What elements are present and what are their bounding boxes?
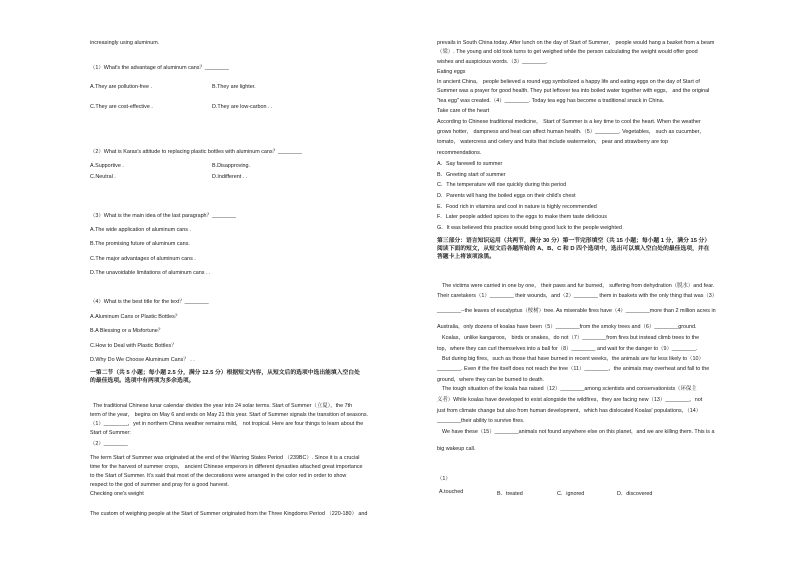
- part3-heading-line: 第三部分：语言知识运用（共两节，满分 30 分）第一节完形填空（共 15 小题；每小题 1 分，满分 15 分）: [437, 238, 711, 244]
- option-a[interactable]: A.The wide application of aluminum cans .: [90, 227, 191, 233]
- option-d[interactable]: D.Indifferent . .: [212, 174, 248, 180]
- cloze-question-number: （1）: [437, 476, 451, 482]
- cloze-line: But during big fires，such as those that have burned in recent weeks，the animals are far less likely to（10）: [442, 356, 704, 362]
- cloze-line: ground，where they can be burned to death.: [437, 377, 544, 383]
- option-c[interactable]: C.They are cost-effective .: [90, 104, 153, 110]
- passage-line: recommendations.: [437, 150, 482, 156]
- passage-line: Summer was a prayer for good health. They put leftover tea into boiled water together with eggs， and the original: [437, 88, 710, 94]
- passage-subheading: Eating eggs: [437, 69, 466, 75]
- passage-line: grows hotter， dampness and heat can affect human health.（5）________. Vegetables， such as cucumber，: [437, 129, 705, 135]
- question-4-stem: （4）What is the best title for the text？________: [90, 299, 209, 305]
- passage-line: The term Start of Summer was originated at the end of the Warring States Period （239BC）. Since it is a crucial: [90, 455, 360, 461]
- question-1-stem: （1）What's the advantage of aluminum cans？________: [90, 65, 229, 71]
- left-column: [90, 0, 420, 562]
- cloze-line: Their caretakers（1）________ their wounds，and（2）________ them in baskets with the only thing that was（3）: [437, 293, 718, 299]
- option-b[interactable]: B.The promising future of aluminum cans.: [90, 241, 190, 247]
- cloze-line: ________--the leaves of eucalyptus（桉树）tree. As miserable fires have（4）________more than 2 million acres in: [437, 308, 716, 314]
- question-2-stem: （2）What is Karas's attitude to replacing plastic bottles with aluminum cans？________: [90, 149, 302, 155]
- option-b[interactable]: B．treated: [497, 491, 523, 497]
- cloze-line: ________. Even if the fire itself does not reach the tree（11）________，the animals may overheat and fall to the: [437, 366, 710, 372]
- option-d[interactable]: D.The unavoidable limitations of aluminum cans . .: [90, 270, 211, 276]
- choice-e[interactable]: E．Food rich in vitamins and cool in nature is highly recommended: [437, 204, 597, 210]
- choice-f[interactable]: F．Later people added spices to the eggs to make them taste delicious: [437, 214, 607, 220]
- option-b[interactable]: B.Disapproving.: [212, 163, 251, 169]
- option-c[interactable]: C.The major advantages of aluminum cans .: [90, 256, 196, 262]
- cloze-line: just from climate change but also from human development，which has dislocated Koalas' populations，（14）: [437, 408, 702, 414]
- cloze-line: top，where they can curl themselves into a ball for（8）________ and wait for the danger to（9）________.: [437, 346, 698, 352]
- part3-heading-line: 阅读下面的短文，从短文后各题所给的 A、B、C 和 D 四个选项中，选出可以填入空白处的最佳选项，并在: [437, 246, 710, 252]
- passage-fragment: increasingly using aluminum.: [90, 40, 160, 46]
- cloze-line: Koalas，unlike kangaroos， birds or snakes，do not（7）________from fires but instead climb trees to the: [442, 335, 700, 341]
- passage-line: （梁）. The young and old took turns to get weighed while the person calculating the weight would offer good: [437, 49, 698, 55]
- passage-line: respect to the god of summer and pray for a good harvest.: [90, 482, 230, 488]
- passage-subheading: Take care of the heart: [437, 108, 490, 114]
- choice-b[interactable]: B．Greeting start of summer: [437, 172, 506, 178]
- option-c[interactable]: C.Neutral .: [90, 174, 116, 180]
- choice-a[interactable]: A．Say farewell to summer: [437, 161, 503, 167]
- passage-line: time for the harvest of summer crops， ancient Chinese emperors in different dynasties attached great importance: [90, 464, 363, 470]
- passage-line: （1）________，yet in northern China weather remains mild， not tropical. Here are four things to learn about the: [90, 421, 364, 427]
- option-b[interactable]: B.They are lighter.: [212, 84, 256, 90]
- choice-c[interactable]: C．The temperature will rise quickly during this period: [437, 182, 567, 188]
- passage-line: The custom of weighing people at the Start of Summer originated from the Three Kingdoms Period （220-180） and: [90, 511, 368, 517]
- passage-line: prevails in South China today. After lunch on the day of Start of Summer， people would hang a basket from a beam: [437, 40, 715, 46]
- passage-line: Start of Summer:: [90, 430, 131, 436]
- cloze-line: The victims were carried in one by one， their paws and fur burned， suffering from dehydration（脱水）and fear.: [442, 283, 715, 289]
- cloze-line: The tough situation of the koala has raised（12）________among scientists and conservationists（环保主: [442, 386, 697, 392]
- passage-line: （2）________: [90, 441, 128, 447]
- option-d[interactable]: D．discovered: [617, 491, 653, 497]
- cloze-question-1-options: [437, 489, 772, 497]
- cloze-line: We have these（15）________animals not found anywhere else on this planet，and we are killing them. This is a: [442, 429, 715, 435]
- passage-line: tomato， watercress and celery and fruits that include watermelon， pear and strawberry are top: [437, 139, 669, 145]
- section-heading-line: 一第二节（共 5 小题；每小题 2.5 分，满分 12.5 分）根据短文内容，从短文后的选项中选出能填入空白处: [90, 370, 360, 376]
- cloze-line: ________their ability to survive fires.: [437, 418, 525, 424]
- right-column: [437, 0, 772, 562]
- option-c[interactable]: C.How to Deal with Plastic Bottles？: [90, 343, 177, 349]
- passage-line: wishes and auspicious words.（3）________.: [437, 59, 548, 65]
- section-heading-line: 的最佳选项。选项中有两项为多余选项。: [90, 378, 195, 384]
- option-c[interactable]: C．ignored: [557, 491, 585, 497]
- passage-subheading: Checking one's weight: [90, 491, 144, 497]
- cloze-line: Australia，only dozens of koalas have been（5）________from the smoky trees and（6）________ground.: [437, 324, 697, 330]
- passage-line: "tea egg" was created.（4）________. Today tea egg has become a traditional snack in China.: [437, 98, 665, 104]
- option-b[interactable]: B.A Blessing or a Misfortune？: [90, 328, 164, 334]
- passage-line: to the Start of Summer. It's said that most of the decorations were arranged in the color red in order to show: [90, 473, 347, 479]
- option-a[interactable]: A.Supportive .: [90, 163, 124, 169]
- passage-line: According to Chinese traditional medicine， Start of Summer is a key time to cool the heart. When the weather: [437, 119, 701, 125]
- option-a[interactable]: A.They are pollution-free .: [90, 84, 153, 90]
- option-a[interactable]: A.Aluminum Cans or Plastic Bottles？: [90, 314, 181, 320]
- cloze-line: 义者）While koalas have developed to exist alongside the wildfires，they are facing new（13）________，not: [437, 397, 703, 403]
- part3-heading-line: 答题卡上将该项涂黑。: [437, 254, 495, 260]
- choice-d[interactable]: D．Parents will hang the boiled eggs on their child's chest: [437, 193, 576, 199]
- option-d[interactable]: D.Why Do We Choose Aluminum Cans？ . .: [90, 357, 195, 363]
- option-a[interactable]: A.touched: [439, 489, 464, 495]
- question-3-stem: （3）What is the main idea of the last paragraph？________: [90, 213, 236, 219]
- passage-line: term of the year， begins on May 6 and ends on May 21 this year. Start of Summer signals the transition of seasons.: [90, 412, 369, 418]
- option-d[interactable]: D.They are low-carbon . .: [212, 104, 273, 110]
- cloze-line: big wakeup call.: [437, 446, 476, 452]
- passage-line: The traditional Chinese lunar calendar divides the year into 24 solar terms. Start of Summer（立夏），the 7th: [93, 403, 353, 409]
- passage-line: In ancient China， people believed a round egg symbolized a happy life and eating eggs on the day of Start of: [437, 79, 700, 85]
- choice-g[interactable]: G．It was believed this practice would bring good luck to the people weighted: [437, 225, 622, 231]
